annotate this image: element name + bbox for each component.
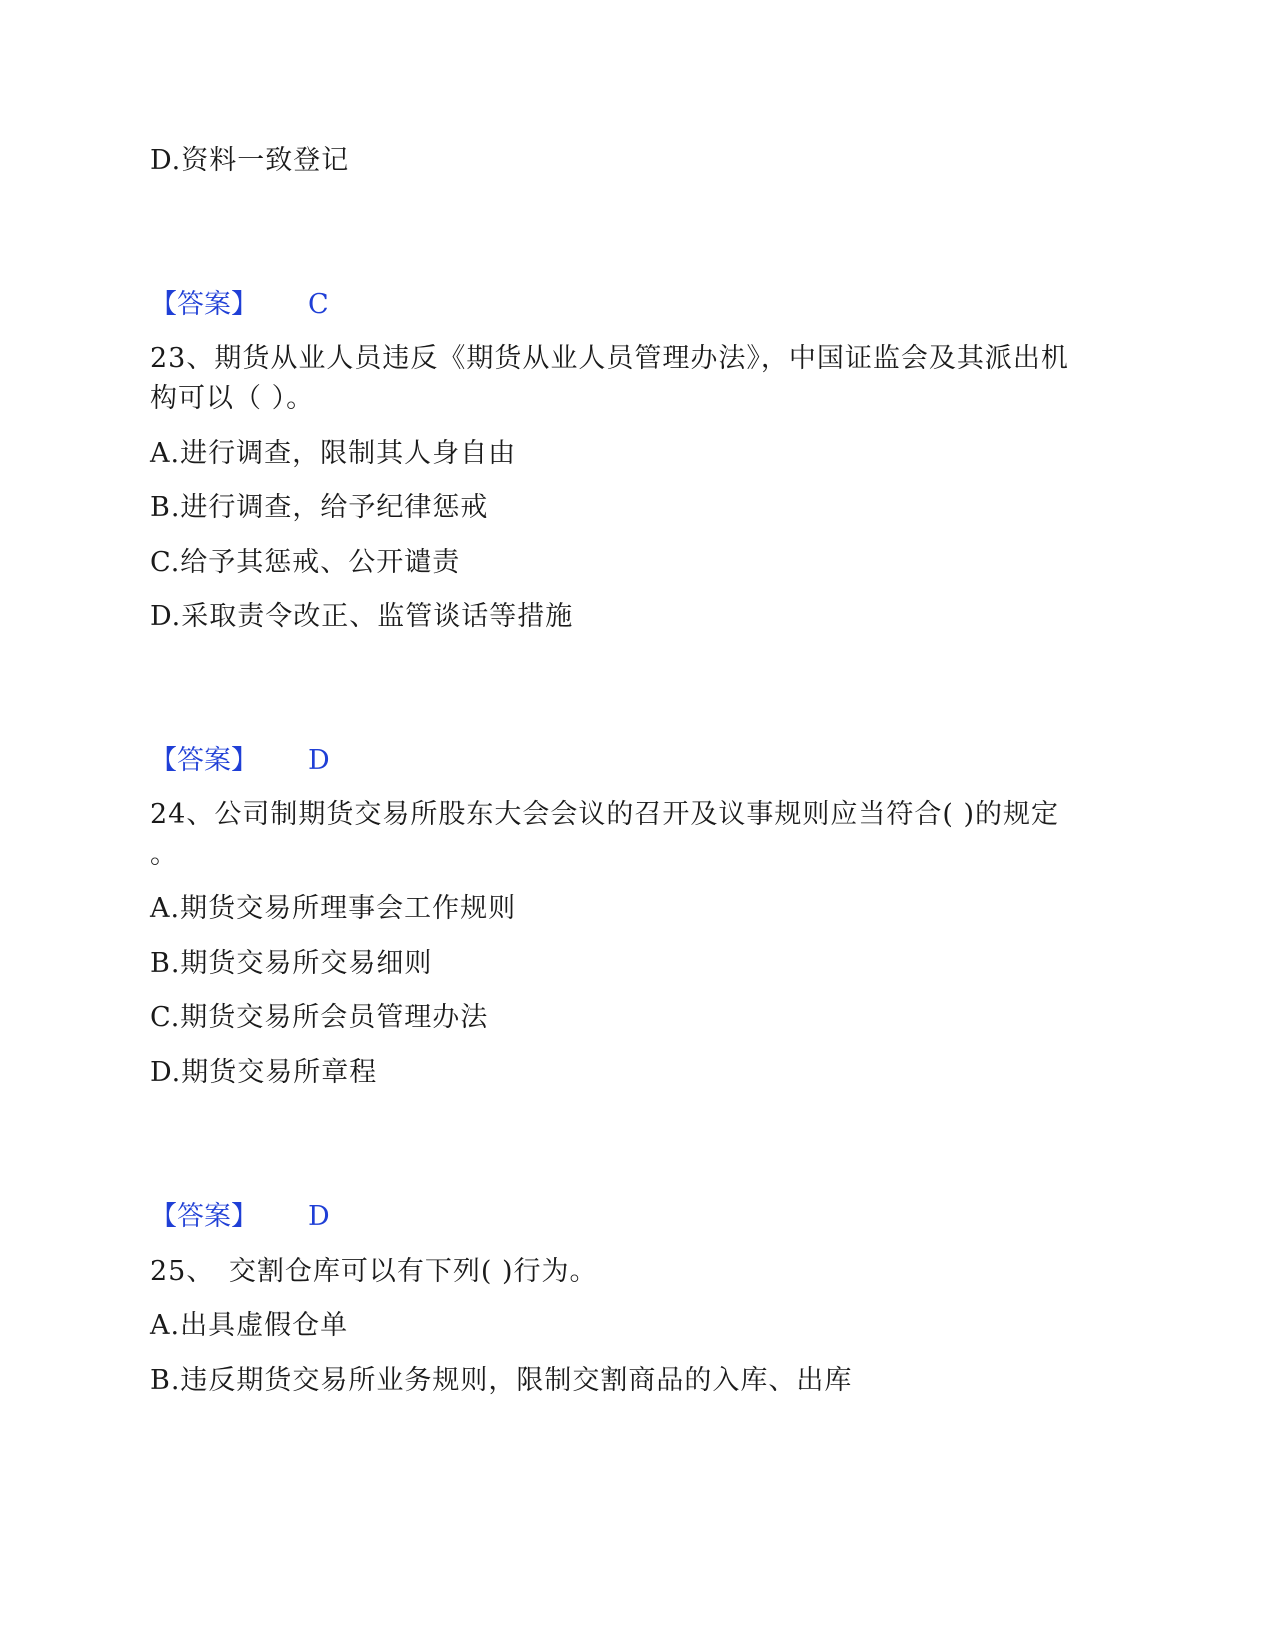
question-24-stem-line2: 。 — [150, 839, 178, 870]
answer-row-q22 — [150, 287, 329, 323]
question-24-option-a: A.期货交易所理事会工作规则 — [150, 893, 517, 924]
answer-label: 【答案】 — [150, 745, 258, 776]
question-24-option-d: D.期货交易所章程 — [150, 1057, 378, 1088]
question-24-stem-line1: 24、公司制期货交易所股东大会会议的召开及议事规则应当符合( )的规定 — [150, 799, 1060, 830]
answer-row-q23 — [150, 743, 330, 779]
question-23-stem-line1: 23、期货从业人员违反《期货从业人员管理办法》，中国证监会及其派出机 — [150, 343, 1069, 374]
answer-value: D — [308, 1201, 330, 1232]
answer-row-q24 — [150, 1199, 330, 1235]
question-23-option-b: B.进行调查，给予纪律惩戒 — [150, 492, 489, 523]
question-24-option-c: C.期货交易所会员管理办法 — [150, 1002, 489, 1033]
answer-value: C — [308, 289, 329, 320]
question-25-option-b: B.违反期货交易所业务规则，限制交割商品的入库、出库 — [150, 1365, 853, 1396]
answer-label: 【答案】 — [150, 289, 258, 320]
question-25-option-a: A.出具虚假仓单 — [150, 1310, 349, 1341]
question-23-stem-line2: 构可以（ ）。 — [150, 383, 315, 414]
question-23-option-a: A.进行调查，限制其人身自由 — [150, 438, 517, 469]
answer-value: D — [308, 745, 330, 776]
answer-label: 【答案】 — [150, 1201, 258, 1232]
question-23-option-c: C.给予其惩戒、公开谴责 — [150, 547, 461, 578]
question-23-option-d: D.采取责令改正、监管谈话等措施 — [150, 601, 574, 632]
prev-question-option-d: D.资料一致登记 — [150, 145, 350, 176]
question-25-stem-line1: 25、 交割仓库可以有下列( )行为。 — [150, 1256, 598, 1287]
question-24-option-b: B.期货交易所交易细则 — [150, 948, 433, 979]
